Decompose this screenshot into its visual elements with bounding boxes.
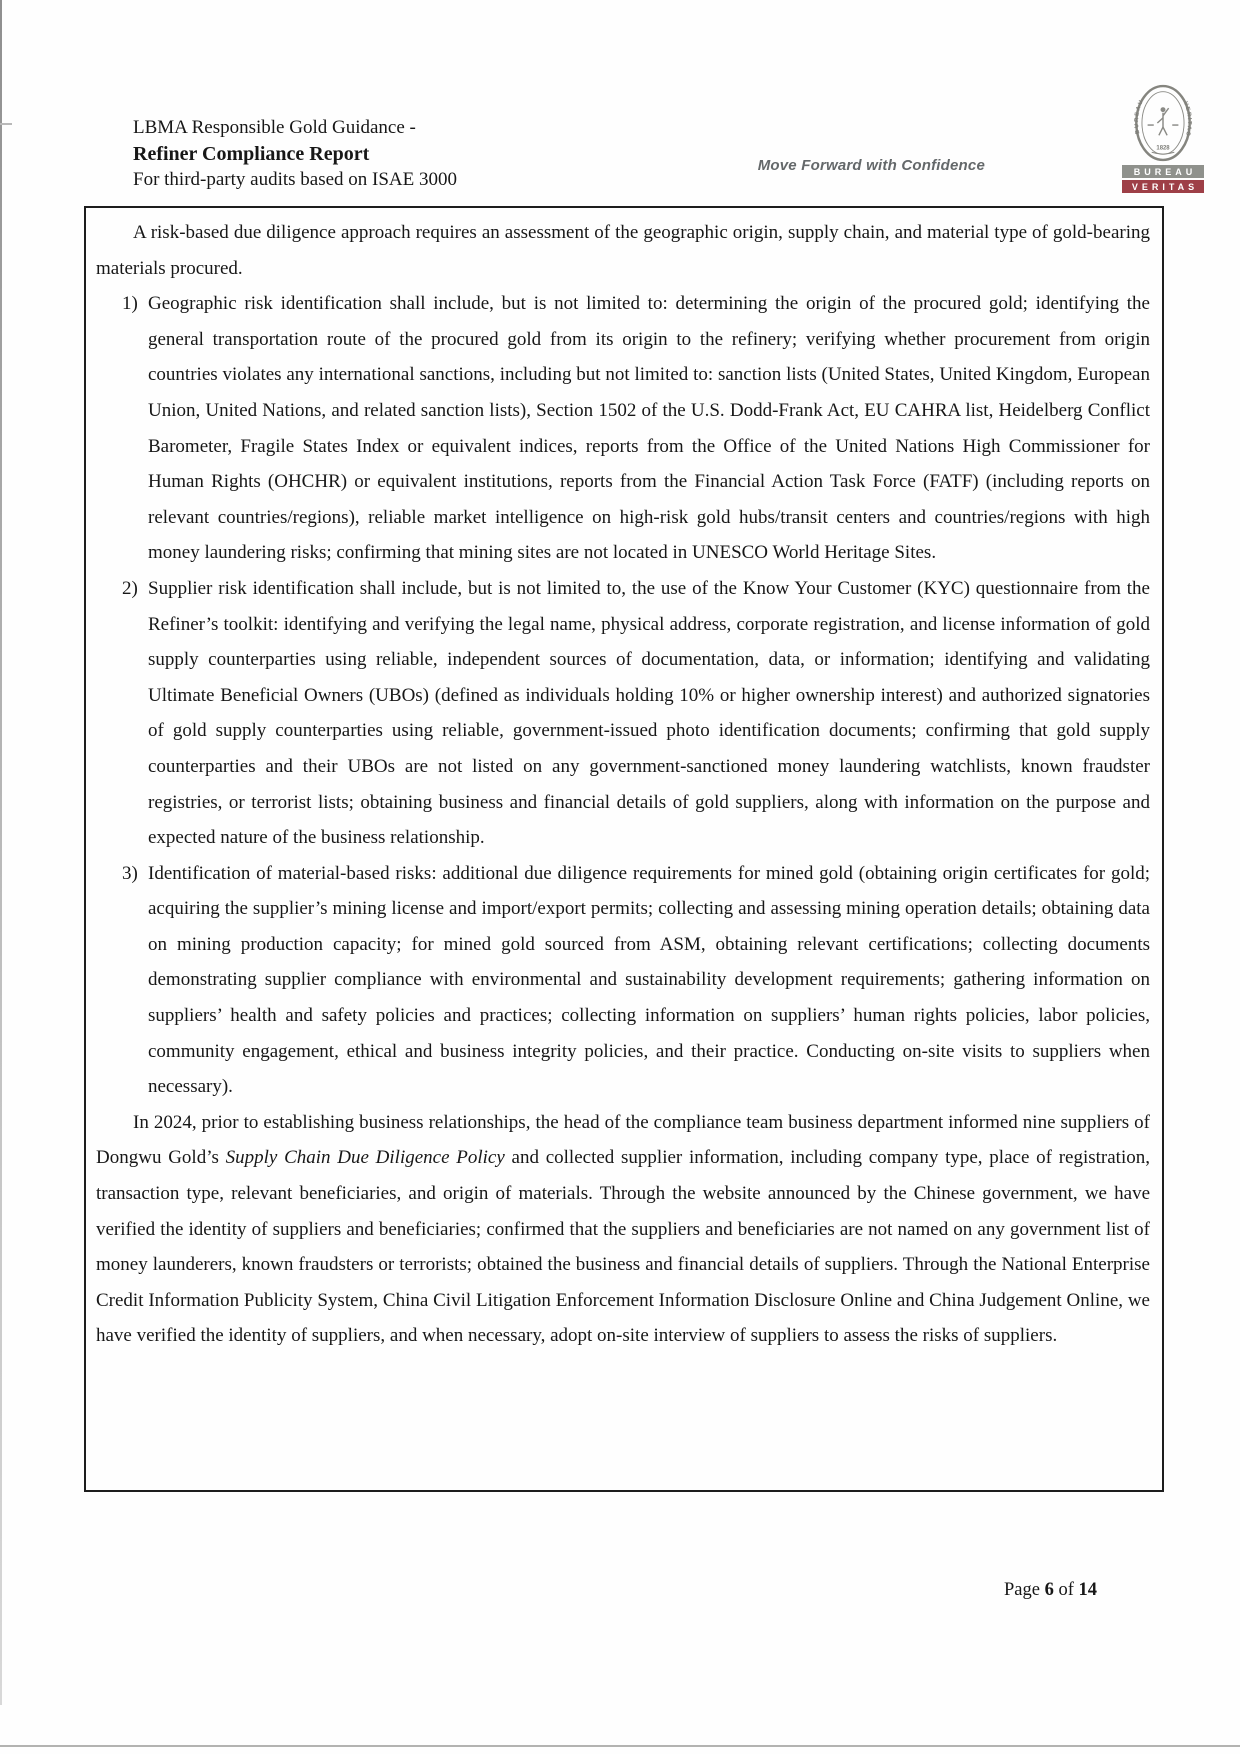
closing-paragraph	[96, 1105, 1150, 1354]
page-label: Page	[1003, 1580, 1040, 1600]
svg-text:BUREAU	[1134, 98, 1145, 134]
header-title-line3: For third-party audits based on ISAE 3000	[133, 169, 458, 190]
scan-edge-artifact-bottom	[0, 1745, 1240, 1747]
logo-bar-veritas: VERITAS	[1122, 180, 1204, 193]
list-item-material-risk	[96, 856, 1150, 1105]
list-item-supplier-risk	[96, 571, 1150, 856]
page-of-label: of	[1058, 1580, 1074, 1600]
list-item-geographic-risk	[96, 286, 1150, 571]
closing-text-after: and collected supplier information, including company type, place of registration, transaction type, relevant beneficiaries, and origin of materials. Through the website announced by the Chinese government, we have verified the identity of suppliers and beneficiaries; confirmed that the suppliers and beneficiaries are not named on any government list of money launderers, known fraudsters or terrorists; obtained the business and financial details of suppliers. Through the National Enterprise Credit Information Publicity System, China Civil Litigation Enforcement Information Disclosure Online and China Judgement Online, we have verified the identity of suppliers, and when necessary, adopt on-site interview of suppliers to assess the risks of suppliers.	[96, 1147, 1150, 1347]
list-item-number: 1)	[122, 293, 138, 315]
intro-paragraph: A risk-based due diligence approach requires an assessment of the geographic origin, supply chain, and material type of gold-bearing materials procured.	[96, 222, 1150, 279]
policy-title-italic: Supply Chain Due Diligence Policy	[225, 1147, 505, 1169]
page-number	[897, 1580, 1097, 1601]
bureau-veritas-logo	[1122, 84, 1204, 195]
list-item-text: Identification of material-based risks: additional due diligence requirements for mined gold (obtaining origin certificates for gold; acquiring the supplier’s mining license and import/export permits; collecting and assessing mining operation details; obtaining data on mining production capacity; for mined gold sourced from ASM, obtaining relevant certifications; collecting documents demonstrating supplier compliance with environmental and sustainability development requirements; gathering information on suppliers’ health and safety policies and practices; collecting information on suppliers’ human rights policies, labor policies, community engagement, ethical and business integrity policies, and their practice. Conducting on-site visits to suppliers when necessary).	[148, 862, 1150, 1098]
closing-text-before: In 2024, prior to establishing business relationships, the head of the compliance team business department informed nine suppliers of Dongwu Gold’s	[96, 1111, 1150, 1169]
list-item-text: Supplier risk identification shall include, but is not limited to, the use of the Know Your Customer (KYC) questionnaire from the Refiner’s toolkit: identifying and verifying the legal name, physical address, corporate registration, and license information of gold supply counterparties using reliable, independent sources of documentation, data, or information; identifying and validating Ultimate Beneficial Owners (UBOs) (defined as individuals holding 10% or higher ownership interest) and authorized signatories of gold supply counterparties using reliable, government-issued photo identification documents; confirming that gold supply counterparties and their UBOs are not listed on any government-sanctioned money laundering watchlists, known fraudster registries, or terrorist lists; obtaining business and financial details of gold suppliers, along with information on the purpose and expected nature of the business relationship.	[148, 577, 1150, 849]
report-text-box	[84, 206, 1164, 1492]
list-item-text: Geographic risk identification shall include, but is not limited to: determining the origin of the procured gold; identifying the general transportation route of the procured gold from its origin to the refinery; verifying whether procurement from origin countries violates any international sanctions, including but not limited to: sanction lists (United States, United Kingdom, European Union, United Nations, and related sanction lists), Section 1502 of the U.S. Dodd-Frank Act, EU CAHRA list, Heidelberg Conflict Barometer, Fragile States Index or equivalent indices, reports from the Office of the United Nations High Commissioner for Human Rights (OHCHR) or equivalent institutions, reports from the Financial Action Task Force (FATF) (including reports on relevant countries/regions), reliable market intelligence on high-risk gold hubs/transit centers and countries/regions with high money laundering risks; confirming that mining sites are not located in UNESCO World Heritage Sites.	[148, 293, 1150, 564]
scan-edge-artifact-left	[0, 0, 2, 1705]
list-item-number: 3)	[122, 862, 138, 884]
document-header	[133, 115, 457, 193]
logo-bar-bureau: BUREAU	[1122, 165, 1204, 178]
page-current: 6	[1044, 1580, 1054, 1600]
emblem-figure-icon	[1148, 107, 1179, 135]
page-total: 14	[1078, 1580, 1097, 1600]
emblem-text-veritas: VERITAS	[1181, 100, 1192, 138]
bureau-veritas-emblem-icon	[1134, 84, 1192, 162]
header-title-line1: LBMA Responsible Gold Guidance -	[133, 117, 416, 138]
header-title-line2: Refiner Compliance Report	[133, 143, 370, 165]
emblem-text-bureau: BUREAU	[1134, 98, 1146, 135]
brand-tagline: Move Forward with Confidence	[757, 157, 985, 174]
emblem-year: 1828	[1156, 145, 1170, 152]
scan-edge-artifact-tick	[0, 123, 12, 125]
list-item-number: 2)	[122, 577, 138, 599]
